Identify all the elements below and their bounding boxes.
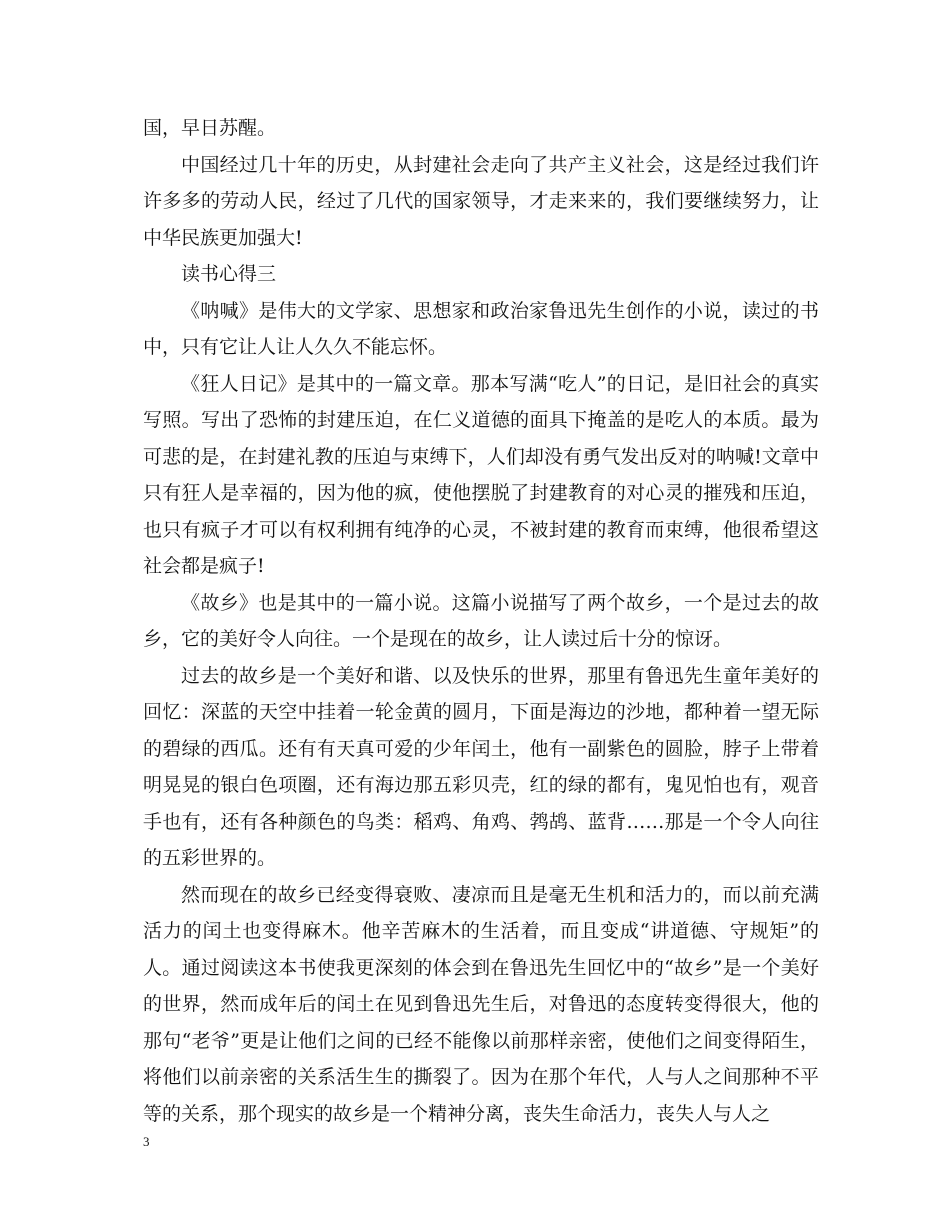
- paragraph: 《呐喊》是伟大的文学家、思想家和政治家鲁迅先生创作的小说，读过的书中，只有它让人让人久久不能忘怀。: [143, 299, 819, 358]
- section-heading: 读书心得三: [181, 263, 277, 285]
- paragraph: 《故乡》也是其中的一篇小说。这篇小说描写了两个故乡，一个是过去的故乡，它的美好令人向往。一个是现在的故乡，让人读过后十分的惊讶。: [143, 591, 819, 650]
- paragraph: 过去的故乡是一个美好和谐、以及快乐的世界，那里有鲁迅先生童年美好的回忆：深蓝的天空中挂着一轮金黄的圆月，下面是海边的沙地，都种着一望无际的碧绿的西瓜。还有有天真可爱的少年闰土，他有一副紫色的圆脸，脖子上带着明晃晃的银白色项圈，还有海边那五彩贝壳，红的绿的都有，鬼见怕也有，观音手也有，还有各种颜色的鸟类：稻鸡、角鸡、鹁鸪、蓝背……那是一个令人向往的五彩世界的。: [143, 664, 819, 869]
- document-body: [143, 110, 819, 1132]
- paragraph: 中国经过几十年的历史，从封建社会走向了共产主义社会，这是经过我们许许多多的劳动人民，经过了几代的国家领导，才走来来的，我们要继续努力，让中华民族更加强大!: [143, 153, 819, 249]
- paragraph: 《狂人日记》是其中的一篇文章。那本写满“吃人”的日记，是旧社会的真实写照。写出了恐怖的封建压迫，在仁义道德的面具下掩盖的是吃人的本质。最为可悲的是，在封建礼教的压迫与束缚下，人们却没有勇气发出反对的呐喊!文章中只有狂人是幸福的，因为他的疯，使他摆脱了封建教育的对心灵的摧残和压迫，也只有疯子才可以有权利拥有纯净的心灵，不被封建的教育而束缚，他很希望这社会都是疯子!: [143, 372, 819, 577]
- paragraph: 然而现在的故乡已经变得衰败、凄凉而且是毫无生机和活力的，而以前充满活力的闰土也变得麻木。他辛苦麻木的生活着，而且变成“讲道德、守规矩”的人。通过阅读这本书使我更深刻的体会到在鲁迅先生回忆中的“故乡”是一个美好的世界，然而成年后的闰土在见到鲁迅先生后，对鲁迅的态度转变得很大，他的那句“老爷”更是让他们之间的已经不能像以前那样亲密，使他们之间变得陌生，将他们以前亲密的关系活生生的撕裂了。因为在那个年代，人与人之间那种不平等的关系，那个现实的故乡是一个精神分离，丧失生命活力，丧失人与人之: [143, 883, 819, 1125]
- paragraph: 国，早日苏醒。: [143, 117, 277, 139]
- page-number: 3: [143, 1134, 150, 1149]
